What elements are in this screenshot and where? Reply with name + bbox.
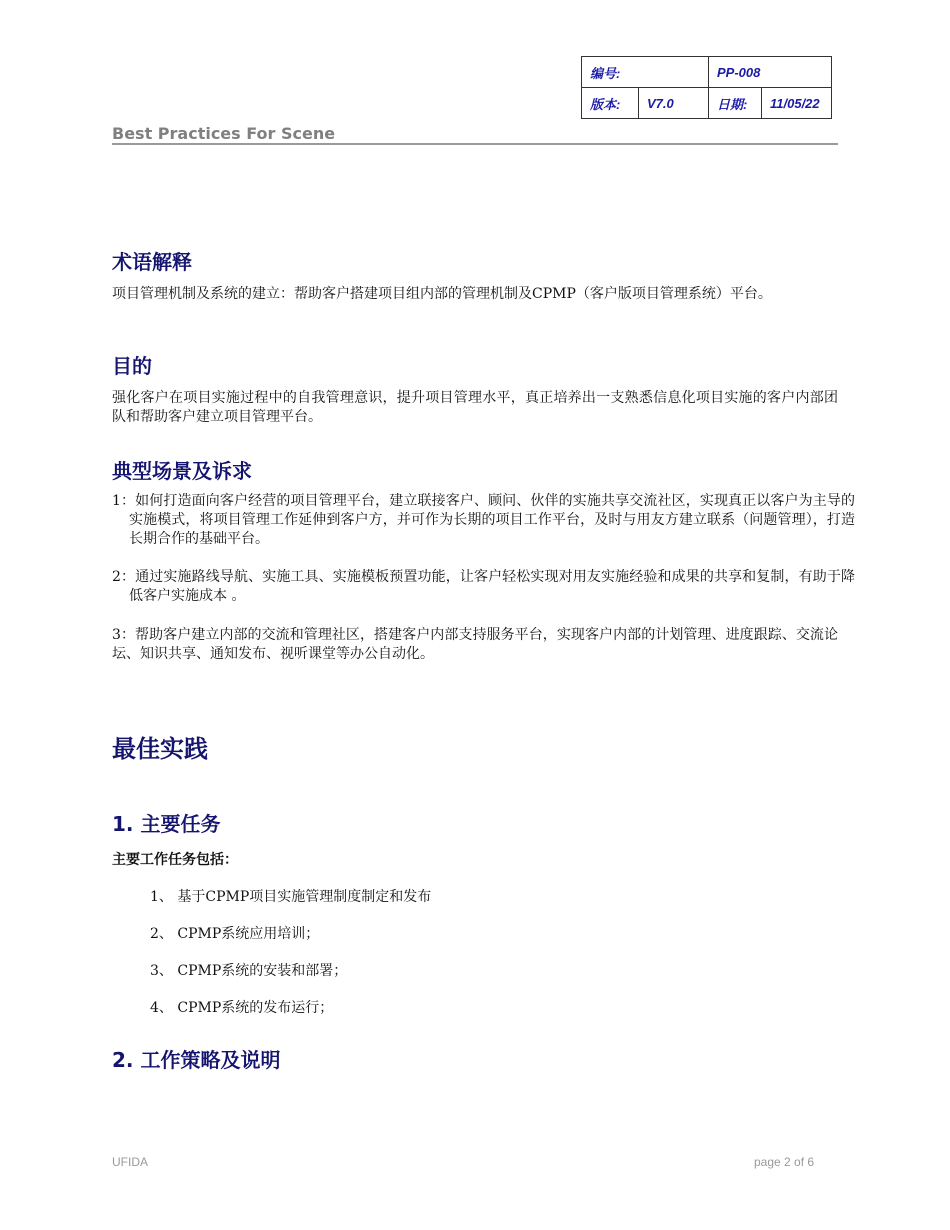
purpose-text: 强化客户在项目实施过程中的自我管理意识，提升项目管理水平，真正培养出一支熟悉信息化项目实施的客户内部团队和帮助客户建立项目管理平台。 (112, 390, 838, 425)
task-item-2: 2、 CPMP系统应用培训； (150, 926, 320, 942)
date-value: 11/05/22 (762, 88, 832, 119)
footer-company: UFIDA (112, 1155, 148, 1169)
scenario-item-3: 3：帮助客户建立内部的交流和管理社区，搭建客户内部支持服务平台，实现客户内部的计划管理、进度跟踪、交流论坛、知识共享、通知发布、视听课堂等办公自动化。 (112, 627, 838, 662)
section-2-heading: 2. 工作策略及说明 (112, 1048, 281, 1072)
running-title: Best Practices For Scene (112, 124, 336, 143)
version-label: 版本: (582, 88, 639, 119)
purpose-heading: 目的 (112, 354, 152, 378)
scenarios-heading: 典型场景及诉求 (112, 459, 252, 483)
section-1-heading: 1. 主要任务 (112, 812, 221, 836)
best-practice-heading: 最佳实践 (112, 735, 208, 763)
tasks-label: 主要工作任务包括： (112, 852, 238, 868)
document-header-table (581, 56, 832, 119)
code-value: PP-008 (709, 57, 832, 88)
footer-page-number: page 2 of 6 (754, 1155, 815, 1169)
scenario-item-2: 2：通过实施路线导航、实施工具、实施模板预置功能，让客户轻松实现对用友实施经验和成果的共享和复制，有助于降低客户实施成本 。 (112, 569, 855, 604)
version-value: V7.0 (639, 88, 709, 119)
code-label: 编号: (582, 57, 709, 88)
terms-text: 项目管理机制及系统的建立：帮助客户搭建项目组内部的管理机制及CPMP（客户版项目管理系统）平台。 (112, 286, 772, 302)
scenario-item-1: 1：如何打造面向客户经营的项目管理平台，建立联接客户、顾问、伙伴的实施共享交流社区，实现真正以客户为主导的实施模式，将项目管理工作延伸到客户方，并可作为长期的项目工作平台，及时与用友方建立联系（问题管理），打造长期合作的基础平台。 (112, 493, 855, 547)
task-item-3: 3、 CPMP系统的安装和部署； (150, 963, 348, 979)
date-label: 日期: (709, 88, 762, 119)
task-item-1: 1、 基于CPMP项目实施管理制度制定和发布 (150, 889, 432, 905)
header-divider (112, 143, 838, 145)
terms-heading: 术语解释 (112, 250, 192, 274)
task-item-4: 4、 CPMP系统的发布运行； (150, 1000, 334, 1016)
